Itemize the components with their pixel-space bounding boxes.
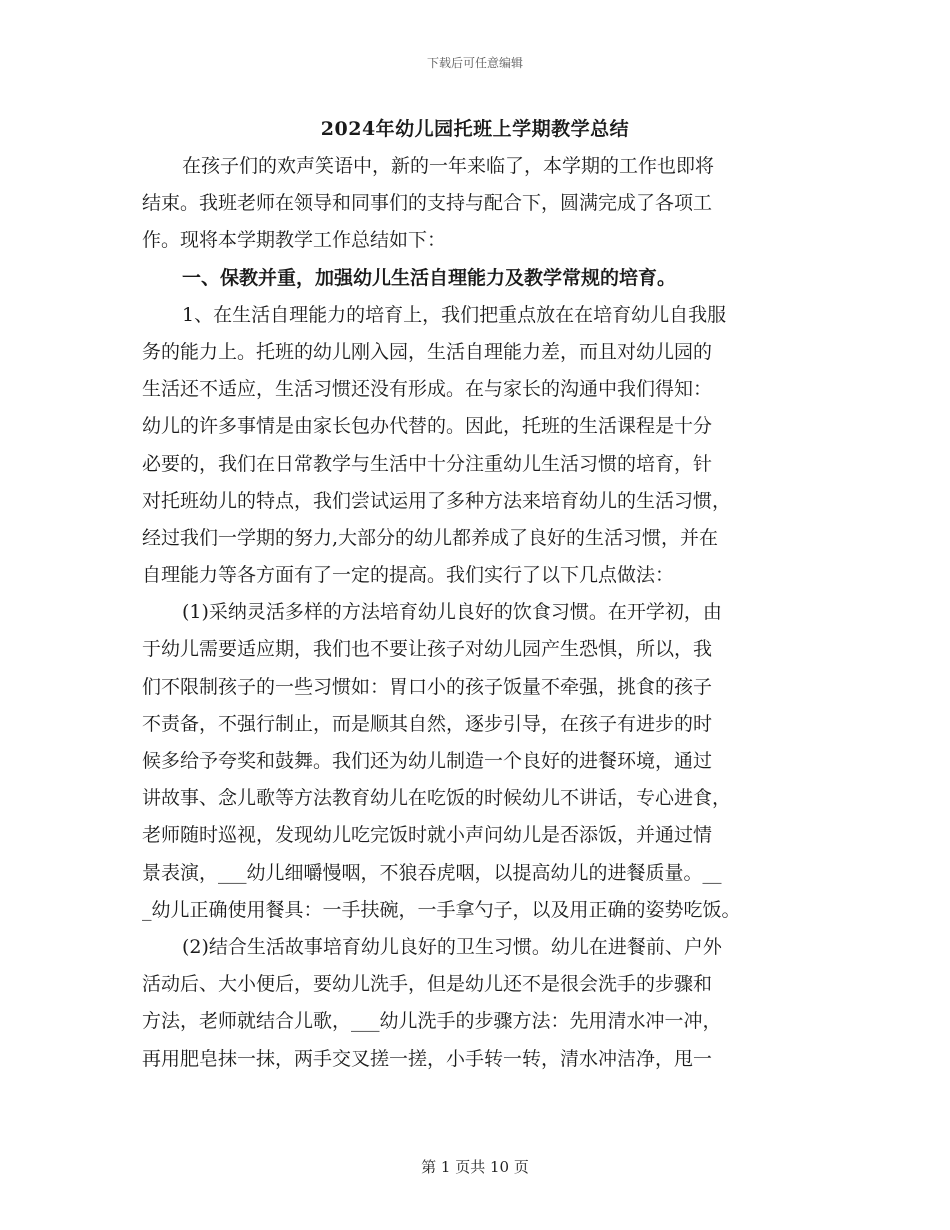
paragraph-line: (2)结合生活故事培育幼儿良好的卫生习惯。幼儿在进餐前、户外 (182, 935, 722, 958)
paragraph-line: 作。现将本学期教学工作总结如下： (142, 229, 447, 252)
section-heading: 一、保教并重，加强幼儿生活自理能力及教学常规的培育。 (182, 266, 677, 289)
paragraph-line: 再用肥皂抹一抹，两手交叉搓一搓，小手转一转，清水冲洁净，甩一 (142, 1047, 713, 1070)
document-title: 2024年幼儿园托班上学期教学总结 (320, 118, 630, 140)
paragraph-line: 幼儿的许多事情是由家长包办代替的。因此，托班的生活课程是十分 (142, 415, 713, 438)
paragraph-line: _幼儿正确使用餐具：一手扶碗，一手拿勺子，以及用正确的姿势吃饭。 (142, 898, 741, 921)
paragraph-line: 必要的，我们在日常教学与生活中十分注重幼儿生活习惯的培育，针 (142, 452, 713, 475)
paragraph-line: 务的能力上。托班的幼儿刚入园，生活自理能力差，而且对幼儿园的 (142, 340, 713, 363)
paragraph-line: 在孩子们的欢声笑语中，新的一年来临了，本学期的工作也即将 (182, 155, 715, 177)
paragraph-line: 景表演，___幼儿细嚼慢咽，不狼吞虎咽，以提高幼儿的进餐质量。__ (142, 861, 722, 884)
paragraph-line: 结束。我班老师在领导和同事们的支持与配合下，圆满完成了各项工 (142, 192, 713, 215)
paragraph-line: 于幼儿需要适应期，我们也不要让孩子对幼儿园产生恐惧，所以，我 (142, 638, 713, 661)
paragraph-line: 生活还不适应，生活习惯还没有形成。在与家长的沟通中我们得知： (142, 378, 713, 401)
page-number: 第 1 页共 10 页 (421, 1158, 529, 1176)
paragraph-line: 老师随时巡视，发现幼儿吃完饭时就小声问幼儿是否添饭，并通过情 (142, 824, 713, 847)
paragraph-line: 们不限制孩子的一些习惯如：胃口小的孩子饭量不牵强，挑食的孩子 (142, 675, 713, 698)
paragraph-line: 对托班幼儿的特点，我们尝试运用了多种方法来培育幼儿的生活习惯， (142, 489, 732, 512)
paragraph-line: 方法，老师就结合儿歌，___幼儿洗手的步骤方法：先用清水冲一冲， (142, 1010, 722, 1033)
paragraph-line: 自理能力等各方面有了一定的提高。我们实行了以下几点做法： (142, 564, 675, 587)
paragraph-line: 不责备，不强行制止，而是顺其自然，逐步引导，在孩子有进步的时 (142, 712, 713, 735)
document-body (142, 148, 814, 1078)
paragraph-line: 活动后、大小便后，要幼儿洗手，但是幼儿还不是很会洗手的步骤和 (142, 973, 713, 996)
paragraph-line: 1、在生活自理能力的培育上，我们把重点放在在培育幼儿自我服 (182, 303, 727, 326)
header-note: 下载后可任意编辑 (426, 56, 523, 70)
paragraph-line: 候多给予夸奖和鼓舞。我们还为幼儿制造一个良好的进餐环境，通过 (142, 750, 713, 772)
paragraph-line: (1)采纳灵活多样的方法培育幼儿良好的饮食习惯。在开学初，由 (182, 601, 722, 624)
paragraph-line: 经过我们一学期的努力,大部分的幼儿都养成了良好的生活习惯，并在 (142, 526, 719, 549)
paragraph-line: 讲故事、念儿歌等方法教育幼儿在吃饭的时候幼儿不讲话，专心进食， (142, 787, 732, 810)
